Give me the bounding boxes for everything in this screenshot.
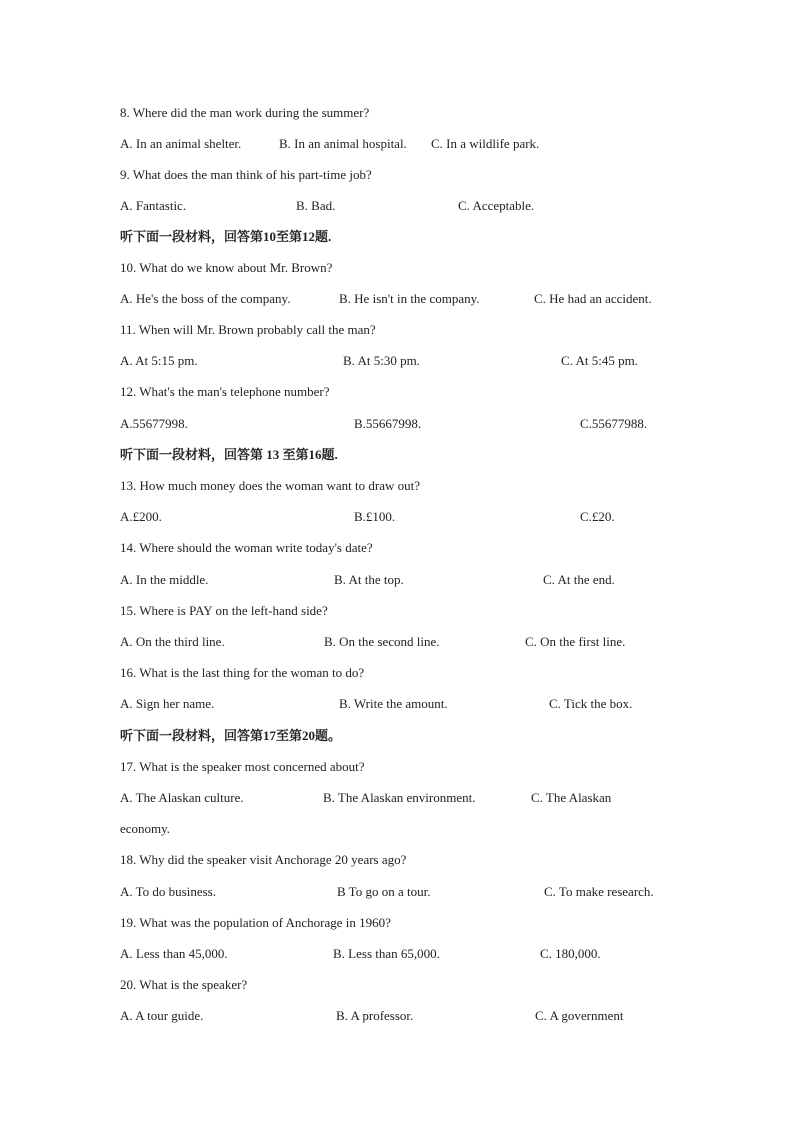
option-b: B.£100. [354, 509, 396, 524]
section-heading-13-16: 听下面一段材料，回答第 13 至第16题. [120, 447, 338, 462]
question-17: 17. What is the speaker most concerned about? [120, 759, 365, 774]
option-a: A. Sign her name. [120, 696, 215, 711]
option-b: B. Bad. [296, 198, 336, 213]
option-c: C. At the end. [543, 572, 615, 587]
option-b: B. Less than 65,000. [333, 946, 440, 961]
question-19: 19. What was the population of Anchorage in 1960? [120, 915, 391, 930]
section-heading-10-12: 听下面一段材料，回答第10至第12题. [120, 229, 332, 244]
option-a: A. He's the boss of the company. [120, 291, 291, 306]
option-c: C. In a wildlife park. [431, 136, 540, 151]
option-c: C. A government [535, 1008, 624, 1023]
option-c: C. To make research. [544, 884, 654, 899]
option-b: B. Write the amount. [339, 696, 448, 711]
question-20: 20. What is the speaker? [120, 977, 248, 992]
option-c-continuation: economy. [120, 821, 171, 836]
option-c: C. The Alaskan [531, 790, 612, 805]
option-c: C.£20. [580, 509, 615, 524]
option-b: B. A professor. [336, 1008, 414, 1023]
question-18: 18. Why did the speaker visit Anchorage 20 years ago? [120, 852, 407, 867]
option-c: C. He had an accident. [534, 291, 652, 306]
option-c: C. On the first line. [525, 634, 626, 649]
option-b: B.55667998. [354, 416, 422, 431]
option-b: B. In an animal hospital. [279, 136, 407, 151]
option-a: A. The Alaskan culture. [120, 790, 244, 805]
question-8: 8. Where did the man work during the summer? [120, 105, 370, 120]
option-c: C. 180,000. [540, 946, 601, 961]
question-9: 9. What does the man think of his part-time job? [120, 167, 372, 182]
option-a: A. To do business. [120, 884, 216, 899]
option-a: A. At 5:15 pm. [120, 353, 198, 368]
question-10: 10. What do we know about Mr. Brown? [120, 260, 333, 275]
option-a: A. Less than 45,000. [120, 946, 228, 961]
option-a: A. A tour guide. [120, 1008, 204, 1023]
option-b: B. At the top. [334, 572, 404, 587]
question-11: 11. When will Mr. Brown probably call the man? [120, 322, 376, 337]
option-a: A.£200. [120, 509, 162, 524]
question-14: 14. Where should the woman write today's date? [120, 540, 373, 555]
option-c: C.55677988. [580, 416, 648, 431]
question-15: 15. Where is PAY on the left-hand side? [120, 603, 328, 618]
option-a: A. Fantastic. [120, 198, 187, 213]
option-b: B. The Alaskan environment. [323, 790, 476, 805]
question-16: 16. What is the last thing for the woman to do? [120, 665, 365, 680]
question-12: 12. What's the man's telephone number? [120, 384, 330, 399]
option-a: A.55677998. [120, 416, 188, 431]
option-a: A. In the middle. [120, 572, 209, 587]
option-c: C. Tick the box. [549, 696, 633, 711]
option-c: C. Acceptable. [458, 198, 535, 213]
option-a: A. On the third line. [120, 634, 225, 649]
question-13: 13. How much money does the woman want to draw out? [120, 478, 421, 493]
option-c: C. At 5:45 pm. [561, 353, 638, 368]
option-b: B. At 5:30 pm. [343, 353, 420, 368]
option-b: B To go on a tour. [337, 884, 431, 899]
section-heading-17-20: 听下面一段材料，回答第17至第20题。 [120, 728, 342, 743]
option-b: B. On the second line. [324, 634, 440, 649]
option-b: B. He isn't in the company. [339, 291, 480, 306]
option-a: A. In an animal shelter. [120, 136, 242, 151]
